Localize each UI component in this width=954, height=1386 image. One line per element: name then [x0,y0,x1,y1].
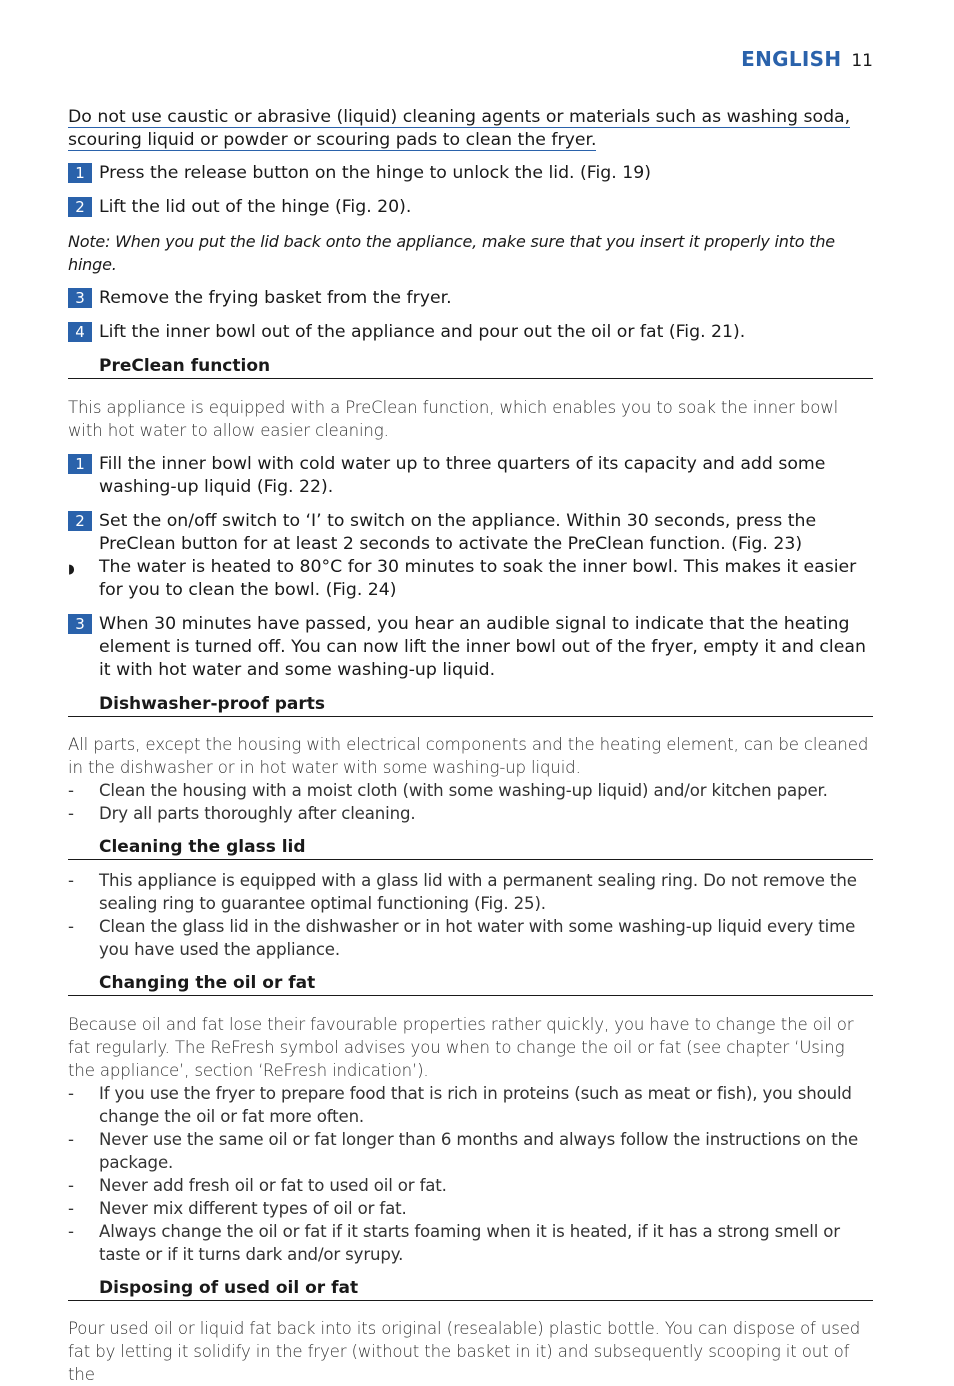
list-item: - Never mix different types of oil or fat. [68,1198,407,1218]
step-text: When 30 minutes have passed, you hear an audible signal to indicate that the heating element is turned off. You can now lift the inner bowl out of the fryer, empty it and clean it with hot water and some washing-up liquid. [99,613,866,680]
step-number-badge: 2 [68,511,92,531]
step-number-badge: 3 [68,614,92,634]
step-number-badge: 2 [68,197,92,217]
manual-content [68,106,873,1386]
step-text: Fill the inner bowl with cold water up to three quarters of its capacity and add some washing-up liquid (Fig. 22). [99,453,826,497]
step-number-badge: 4 [68,322,92,342]
section-heading-dishwasher: Dishwasher-proof parts [68,693,873,717]
step-item [68,510,873,556]
step-item [68,196,873,219]
list-item: - Never use the same oil or fat longer than 6 months and always follow the instructions on the package. [68,1129,859,1172]
step-text: Lift the inner bowl out of the appliance and pour out the oil or fat (Fig. 21). [99,322,746,342]
list-item: - If you use the fryer to prepare food that is rich in proteins (such as meat or fish), you should change the oil or fat more often. [68,1083,852,1126]
step-item [68,453,873,499]
disposing-intro: Pour used oil or liquid fat back into its original (resealable) plastic bottle. You can dispose of used fat by letting it solidify in the fryer (without the basket in it) and subsequently scooping it out of the [68,1319,861,1385]
list-item: - This appliance is equipped with a glass lid with a permanent sealing ring. Do not remove the sealing ring to guarantee optimal functioning (Fig. 25). [68,871,857,914]
step-number-badge: 3 [68,288,92,308]
result-text: The water is heated to 80°C for 30 minutes to soak the inner bowl. This makes it easier for you to clean the bowl. (Fig. 24) [99,556,857,600]
list-item: - Dry all parts thoroughly after cleaning. [68,804,416,824]
preclean-intro: This appliance is equipped with a PreClean function, which enables you to soak the inner bowl with hot water to allow easier cleaning. [68,397,839,440]
step-text: Remove the frying basket from the fryer. [99,288,452,308]
step-text: Press the release button on the hinge to unlock the lid. (Fig. 19) [99,163,651,183]
dishwasher-intro: All parts, except the housing with electrical components and the heating element, can be cleaned in the dishwasher or in hot water with some washing-up liquid. [68,735,869,778]
step-item [68,613,873,682]
list-item: - Never add fresh oil or fat to used oil or fat. [68,1175,447,1195]
page-number: 11 [851,51,873,71]
section-heading-preclean: PreClean function [68,355,873,379]
step-item [68,287,873,310]
warning-text: Do not use caustic or abrasive (liquid) cleaning agents or materials such as washing soda, scouring liquid or powder or scouring pads to clean the fryer. [68,107,851,150]
step-text: Lift the lid out of the hinge (Fig. 20). [99,197,412,217]
step-item [68,162,873,185]
page-header [741,47,873,71]
list-item: - Clean the housing with a moist cloth (with some washing-up liquid) and/or kitchen paper. [68,781,828,801]
note-text: Note: When you put the lid back onto the appliance, make sure that you insert it properly into the hinge. [68,232,835,274]
step-number-badge: 1 [68,454,92,474]
list-item: - Always change the oil or fat if it starts foaming when it is heated, if it has a strong smell or taste or if it turns dark and/or syrupy. [68,1221,840,1264]
section-heading-changing-oil: Changing the oil or fat [68,972,873,996]
step-text: Set the on/off switch to ‘I’ to switch on the appliance. Within 30 seconds, press the PreClean button for at least 2 seconds to activate the PreClean function. (Fig. 23) [99,510,817,554]
step-number-badge: 1 [68,163,92,183]
section-heading-disposing: Disposing of used oil or fat [68,1277,873,1301]
changing-intro: Because oil and fat lose their favourable properties rather quickly, you have to change the oil or fat regularly. The ReFresh symbol advises you when to change the oil or fat (see chapter ‘Using the appliance’, section ‘ReFresh indication’). [68,1014,854,1080]
result-arrow-icon: ◗ [68,561,75,577]
step-item [68,321,873,344]
result-item [68,556,873,602]
section-heading-glass-lid: Cleaning the glass lid [68,836,873,860]
list-item: - Clean the glass lid in the dishwasher or in hot water with some washing-up liquid every time you have used the appliance. [68,917,856,960]
language-label: ENGLISH [741,47,842,71]
